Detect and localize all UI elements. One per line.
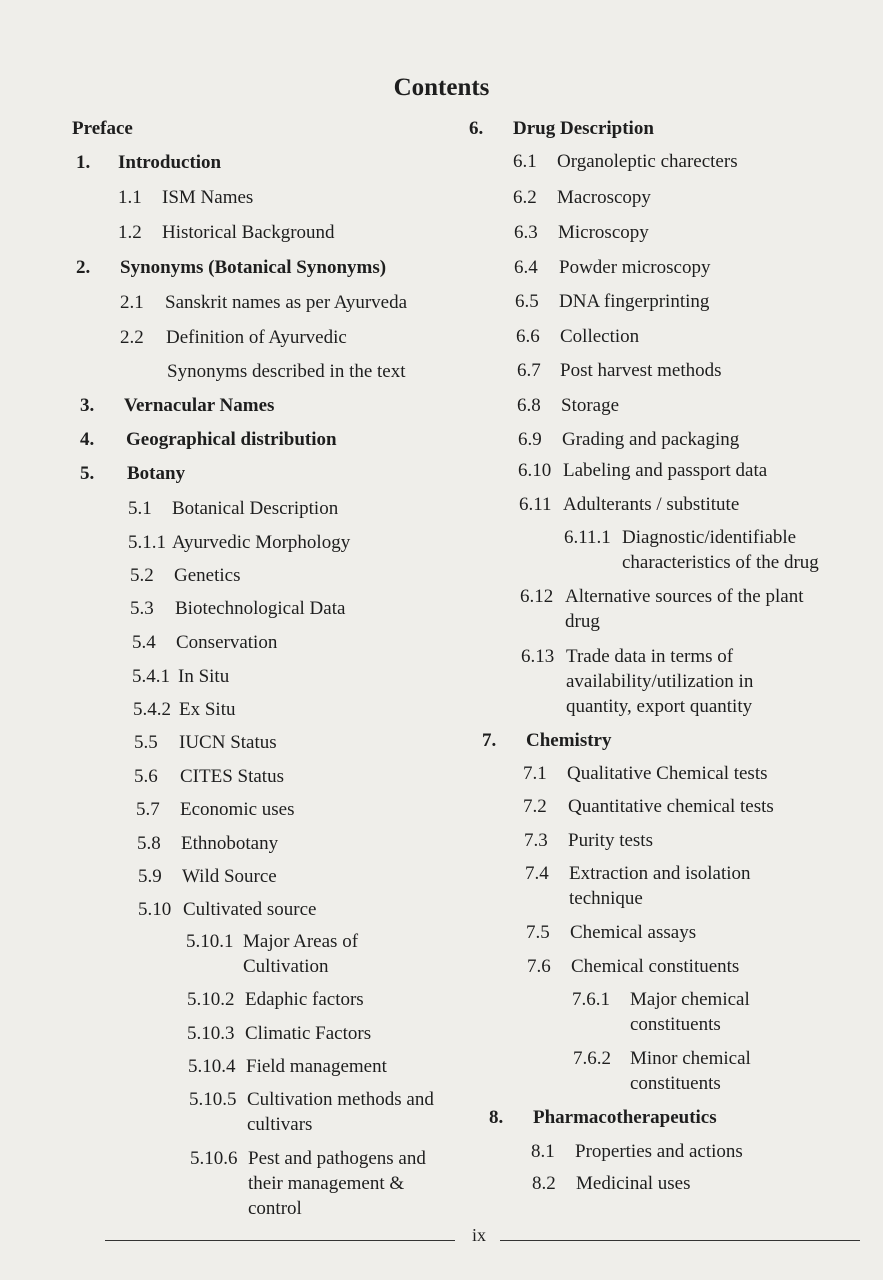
- toc-entry-number: 5.2: [130, 565, 154, 586]
- toc-entry-title: Quantitative chemical tests: [568, 796, 774, 817]
- toc-entry-title: Major Areas of Cultivation: [243, 931, 359, 977]
- toc-entry-title: Synonyms described in the text: [167, 361, 406, 382]
- toc-entry-title: Collection: [560, 326, 640, 347]
- toc-entry-title: IUCN Status: [179, 732, 277, 753]
- toc-entry-number: 1.: [76, 152, 91, 173]
- toc-entry-title: ISM Names: [162, 187, 254, 208]
- toc-entry-title: Ethnobotany: [181, 833, 279, 854]
- toc-entry-number: 5.1.1: [128, 532, 166, 553]
- toc-entry-title: Major chemical constituents: [630, 989, 750, 1035]
- toc-entry-title: DNA fingerprinting: [559, 291, 710, 312]
- toc-entry-number: 8.1: [531, 1141, 555, 1162]
- toc-entry-number: 5.10.5: [189, 1089, 237, 1110]
- toc-entry-number: 3.: [80, 395, 95, 416]
- toc-entry-title: Climatic Factors: [245, 1023, 372, 1044]
- toc-entry-title: Drug Description: [513, 118, 654, 139]
- toc-entry-title: Geographical distribution: [126, 429, 337, 450]
- toc-entry-number: 8.2: [532, 1173, 556, 1194]
- toc-entry-number: 6.7: [517, 360, 541, 381]
- toc-entry-title: Definition of Ayurvedic: [166, 327, 347, 348]
- toc-entry-number: 6.1: [513, 151, 537, 172]
- toc-entry-title: In Situ: [178, 666, 230, 687]
- toc-entry-number: 6.3: [514, 222, 538, 243]
- toc-entry-title: Cultivated source: [183, 899, 317, 920]
- toc-entry-title: Microscopy: [558, 222, 649, 243]
- toc-entry-number: 8.: [489, 1107, 504, 1128]
- toc-entry-title: Edaphic factors: [245, 989, 364, 1010]
- toc-entry-title: Post harvest methods: [560, 360, 722, 381]
- toc-entry-number: 7.5: [526, 922, 550, 943]
- toc-entry-number: 6.11.1: [564, 527, 611, 548]
- toc-entry-number: 7.6.2: [573, 1048, 611, 1069]
- toc-entry-number: 5.4: [132, 632, 156, 653]
- toc-entry-title: Economic uses: [180, 799, 295, 820]
- toc-entry-number: 5.8: [137, 833, 161, 854]
- toc-entry-title: Chemistry: [526, 730, 612, 751]
- toc-entry-number: 5.9: [138, 866, 162, 887]
- toc-entry-title: Organoleptic charecters: [557, 151, 738, 172]
- toc-entry-number: 5.4.1: [132, 666, 170, 687]
- toc-entry-title: Labeling and passport data: [563, 460, 768, 481]
- toc-entry-number: 2.2: [120, 327, 144, 348]
- toc-entry-number: 6.13: [521, 646, 555, 667]
- toc-entry-number: 6.12: [520, 586, 554, 607]
- toc-entry-title: Extraction and isolation technique: [569, 863, 751, 909]
- toc-entry-title: Alternative sources of the plant drug: [565, 586, 804, 632]
- toc-entry-title: Pest and pathogens and their management & control: [248, 1148, 426, 1219]
- toc-entry-number: 6.11: [519, 494, 552, 515]
- toc-entry-title: Synonyms (Botanical Synonyms): [120, 257, 387, 278]
- toc-entry-number: 7.2: [523, 796, 547, 817]
- toc-entry-title: Trade data in terms of availability/utilization in quantity, export quantity: [566, 646, 754, 717]
- toc-entry-title: Pharmacotherapeutics: [533, 1107, 717, 1128]
- toc-entry-number: 6.10: [518, 460, 552, 481]
- toc-entry-title: Ex Situ: [179, 699, 236, 720]
- toc-entry-number: 5.10.1: [186, 931, 234, 952]
- toc-entry-title: Qualitative Chemical tests: [567, 763, 768, 784]
- toc-entry-number: 7.1: [523, 763, 547, 784]
- toc-entry-number: 5.10.3: [187, 1023, 235, 1044]
- toc-entry-number: 5.10.2: [187, 989, 235, 1010]
- toc-entry-number: 5.6: [134, 766, 158, 787]
- toc-entry-title: Botany: [127, 463, 186, 484]
- toc-entry-number: 2.: [76, 257, 91, 278]
- toc-entry-title: Preface: [72, 118, 133, 139]
- toc-entry-number: 7.4: [525, 863, 549, 884]
- toc-entry-title: Introduction: [118, 152, 222, 173]
- toc-entry-title: Adulterants / substitute: [563, 494, 740, 515]
- toc-entry-title: Vernacular Names: [124, 395, 275, 416]
- toc-entry-number: 7.6.1: [572, 989, 610, 1010]
- toc-entry-title: Sanskrit names as per Ayurveda: [165, 292, 408, 313]
- toc-entry-title: Wild Source: [182, 866, 277, 887]
- toc-entry-number: 5.4.2: [133, 699, 171, 720]
- page-title: Contents: [393, 74, 490, 101]
- toc-entry-number: 5.3: [130, 598, 154, 619]
- toc-entry-number: 2.1: [120, 292, 144, 313]
- toc-entry-number: 1.1: [118, 187, 142, 208]
- toc-entry-title: Historical Background: [162, 222, 335, 243]
- footer-rule-left: [105, 1240, 455, 1241]
- toc-entry-title: Cultivation methods and cultivars: [247, 1089, 434, 1135]
- toc-entry-number: 4.: [80, 429, 95, 450]
- toc-entry-number: 5.7: [136, 799, 160, 820]
- toc-entry-title: Minor chemical constituents: [630, 1048, 751, 1094]
- toc-entry-title: Purity tests: [568, 830, 653, 851]
- toc-entry-number: 5.5: [134, 732, 158, 753]
- toc-entry-number: 6.2: [513, 187, 537, 208]
- toc-entry-title: Conservation: [176, 632, 278, 653]
- toc-entry-title: Macroscopy: [557, 187, 651, 208]
- toc-entry-number: 6.: [469, 118, 484, 139]
- toc-entry-title: Biotechnological Data: [175, 598, 346, 619]
- toc-entry-title: Powder microscopy: [559, 257, 711, 278]
- toc-entry-title: Diagnostic/identifiable characteristics of the drug: [622, 527, 819, 573]
- toc-entry-title: Medicinal uses: [576, 1173, 691, 1194]
- toc-entry-number: 7.: [482, 730, 497, 751]
- page-number: ix: [472, 1225, 487, 1245]
- toc-entry-title: Genetics: [174, 565, 241, 586]
- toc-entry-title: Properties and actions: [575, 1141, 743, 1162]
- toc-entry-title: Ayurvedic Morphology: [172, 532, 351, 553]
- toc-entry-title: Botanical Description: [172, 498, 339, 519]
- toc-entry-number: 6.4: [514, 257, 538, 278]
- toc-entry-number: 5.10: [138, 899, 172, 920]
- toc-entry-number: 5.10.6: [190, 1148, 238, 1169]
- toc-entry-number: 6.6: [516, 326, 540, 347]
- toc-entry-title: Grading and packaging: [562, 429, 740, 450]
- toc-entry-number: 7.3: [524, 830, 548, 851]
- toc-entry-title: Field management: [246, 1056, 387, 1077]
- toc-entry-number: 5.: [80, 463, 95, 484]
- toc-entry-title: Storage: [561, 395, 620, 416]
- toc-entry-title: Chemical assays: [570, 922, 697, 943]
- toc-entry-number: 5.10.4: [188, 1056, 236, 1077]
- toc-entry-number: 6.9: [518, 429, 542, 450]
- toc-entry-number: 5.1: [128, 498, 152, 519]
- footer-rule-right: [500, 1240, 860, 1241]
- toc-entry-title: Chemical constituents: [571, 956, 740, 977]
- toc-entry-number: 6.8: [517, 395, 541, 416]
- toc-entry-number: 1.2: [118, 222, 142, 243]
- toc-entry-number: 6.5: [515, 291, 539, 312]
- toc-entry-title: CITES Status: [180, 766, 284, 787]
- toc-entry-number: 7.6: [527, 956, 551, 977]
